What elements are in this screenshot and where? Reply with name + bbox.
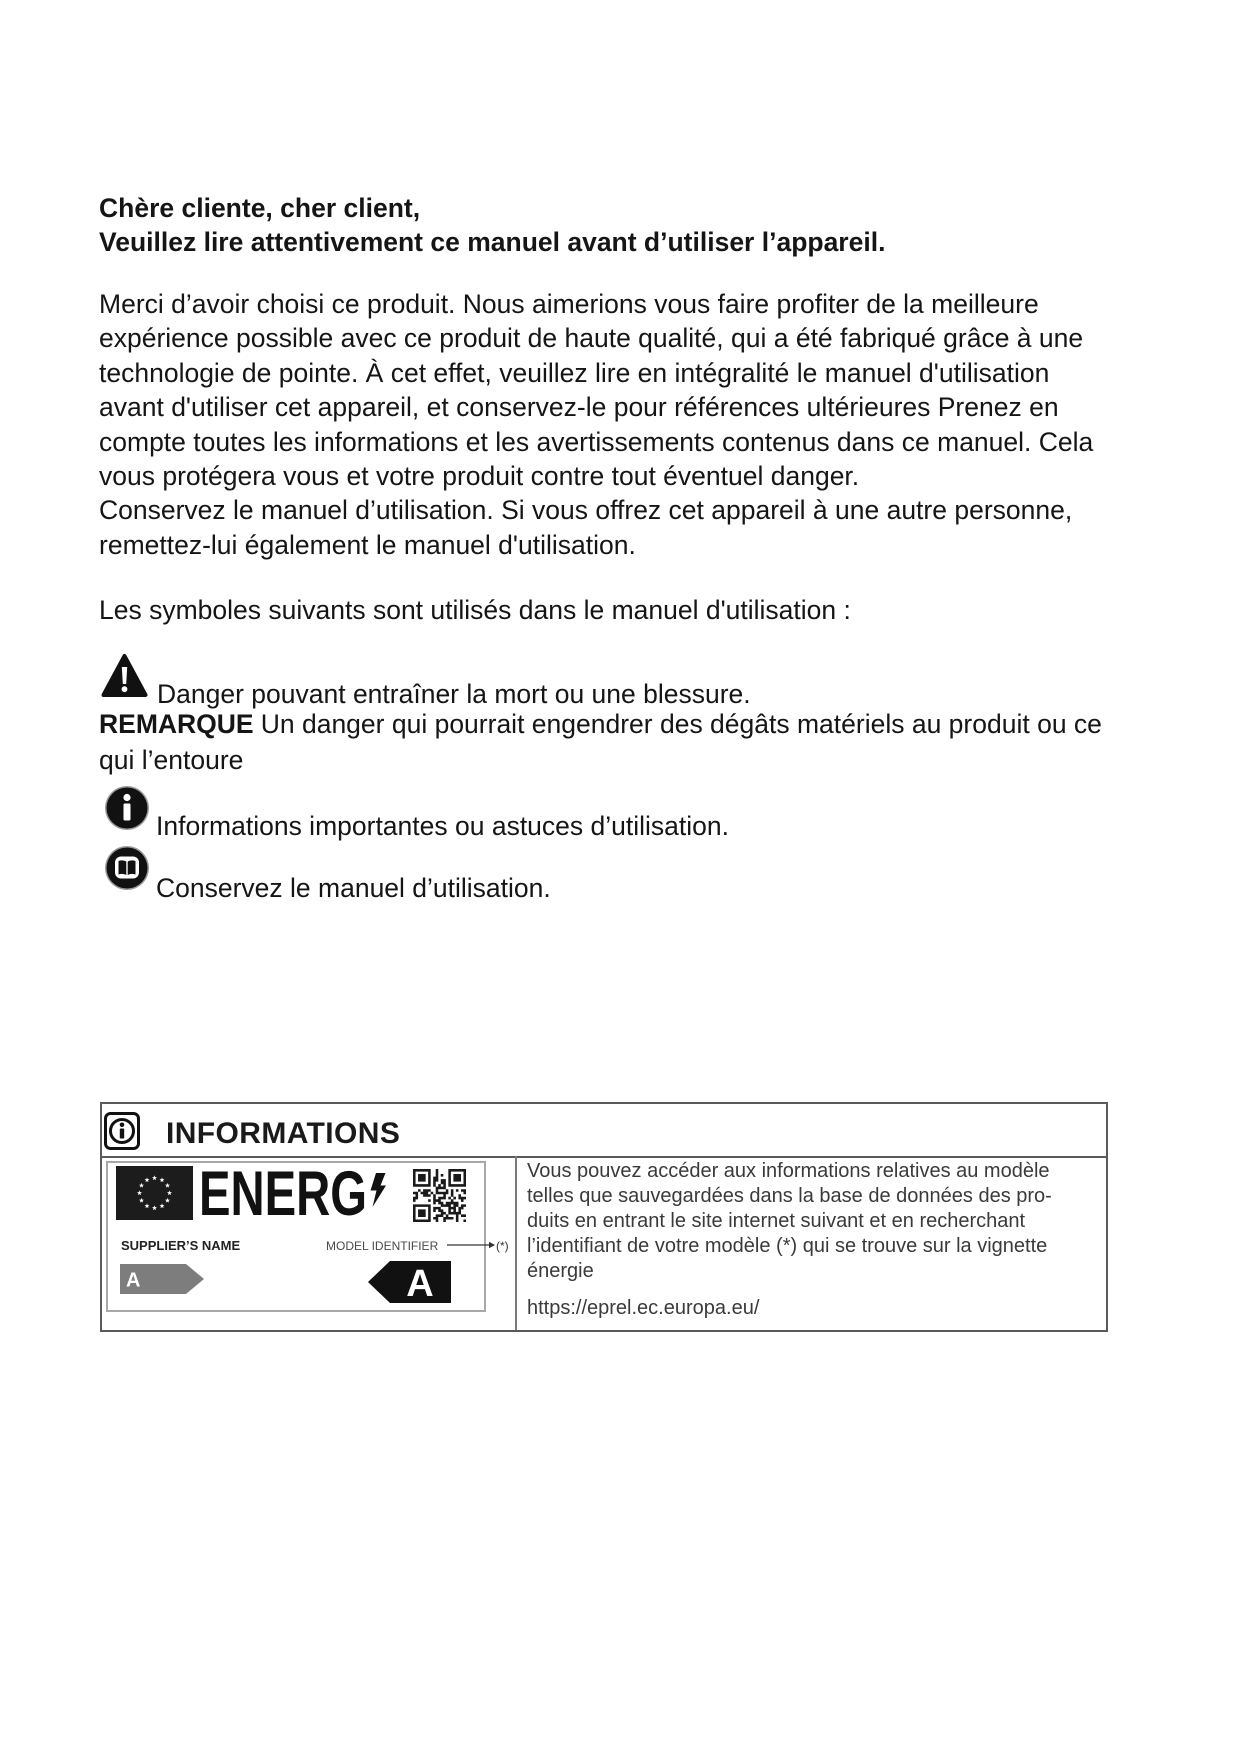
intro-line: avant d'utiliser cet appareil, et conservez-le pour références ultérieures Prenez en xyxy=(99,392,1059,423)
intro-line: Conservez le manuel d’utilisation. Si vous offrez cet appareil à une autre personne, xyxy=(99,495,1073,526)
energy-scale-arrow xyxy=(120,1264,204,1294)
explanation-line: Vous pouvez accéder aux informations relatives au modèle xyxy=(527,1160,1050,1182)
information-title: INFORMATIONS xyxy=(166,1117,401,1150)
info-description: Informations importantes ou astuces d’utilisation. xyxy=(156,811,729,841)
symbols-heading: Les symboles suivants sont utilisés dans le manuel d'utilisation : xyxy=(99,595,851,625)
intro-line: technologie de pointe. À cet effet, veuillez lire en intégralité le manuel d'utilisation xyxy=(99,357,1050,388)
eu-flag-icon xyxy=(116,1166,193,1220)
manual-description: Conservez le manuel d’utilisation. xyxy=(156,873,551,903)
remarque-text: Un danger qui pourrait engendrer des dégâts matériels au produit ou ce xyxy=(260,709,1102,739)
remarque-text: qui l’entoure xyxy=(99,745,244,775)
qr-code-icon xyxy=(413,1169,466,1222)
explanation-line: l’identifiant de votre modèle (*) qui se trouve sur la vignette xyxy=(527,1235,1048,1257)
salutation: Chère cliente, cher client, xyxy=(99,193,421,223)
energy-label xyxy=(106,1161,486,1312)
energy-scale-class: A xyxy=(126,1269,141,1292)
information-box xyxy=(100,1102,1108,1332)
header-divider xyxy=(102,1156,1106,1158)
intro-line: vous protégera vous et votre produit contre tout éventuel danger. xyxy=(99,460,860,491)
eprel-explanation xyxy=(527,1159,1052,1284)
remarque-label: REMARQUE xyxy=(99,709,254,739)
remarque-note xyxy=(99,706,1102,778)
info-icon xyxy=(104,1112,140,1150)
energy-class-arrow xyxy=(368,1261,451,1303)
intro-line: compte toutes les informations et les avertissements contenus dans ce manuel. Cela xyxy=(99,426,1094,457)
explanation-line: duits en entrant le site internet suivant et en recherchant xyxy=(527,1210,1026,1232)
intro-line: Merci d’avoir choisi ce produit. Nous aimerions vous faire profiter de la meilleure xyxy=(99,289,1039,319)
energy-class-value: A xyxy=(406,1263,434,1303)
explanation-line: énergie xyxy=(527,1260,594,1282)
warning-icon xyxy=(101,653,148,699)
energy-label-brand: ENERG xyxy=(199,1159,368,1229)
lightning-bolt-icon xyxy=(369,1173,386,1207)
book-icon xyxy=(104,845,150,891)
read-manual-instruction: Veuillez lire attentivement ce manuel avant d’utiliser l’appareil. xyxy=(99,227,886,257)
model-marker: (*) xyxy=(496,1239,509,1253)
arrow-right-icon xyxy=(447,1240,495,1250)
intro-line: expérience possible avec ce produit de haute qualité, qui a été fabriqué grâce à une xyxy=(99,323,1084,354)
supplier-name-label: SUPPLIER’S NAME xyxy=(121,1238,241,1253)
eprel-url: https://eprel.ec.europa.eu/ xyxy=(527,1297,760,1319)
intro-line: remettez-lui également le manuel d'utilisation. xyxy=(99,529,636,560)
intro-paragraph xyxy=(99,287,1093,562)
greeting xyxy=(99,191,885,259)
explanation-line: telles que sauvegardées dans la base de données des pro- xyxy=(527,1185,1052,1207)
danger-description: Danger pouvant entraîner la mort ou une blessure. xyxy=(157,679,751,709)
column-divider xyxy=(515,1156,517,1330)
model-identifier-label: MODEL IDENTIFIER xyxy=(326,1239,439,1253)
info-icon xyxy=(104,785,150,831)
